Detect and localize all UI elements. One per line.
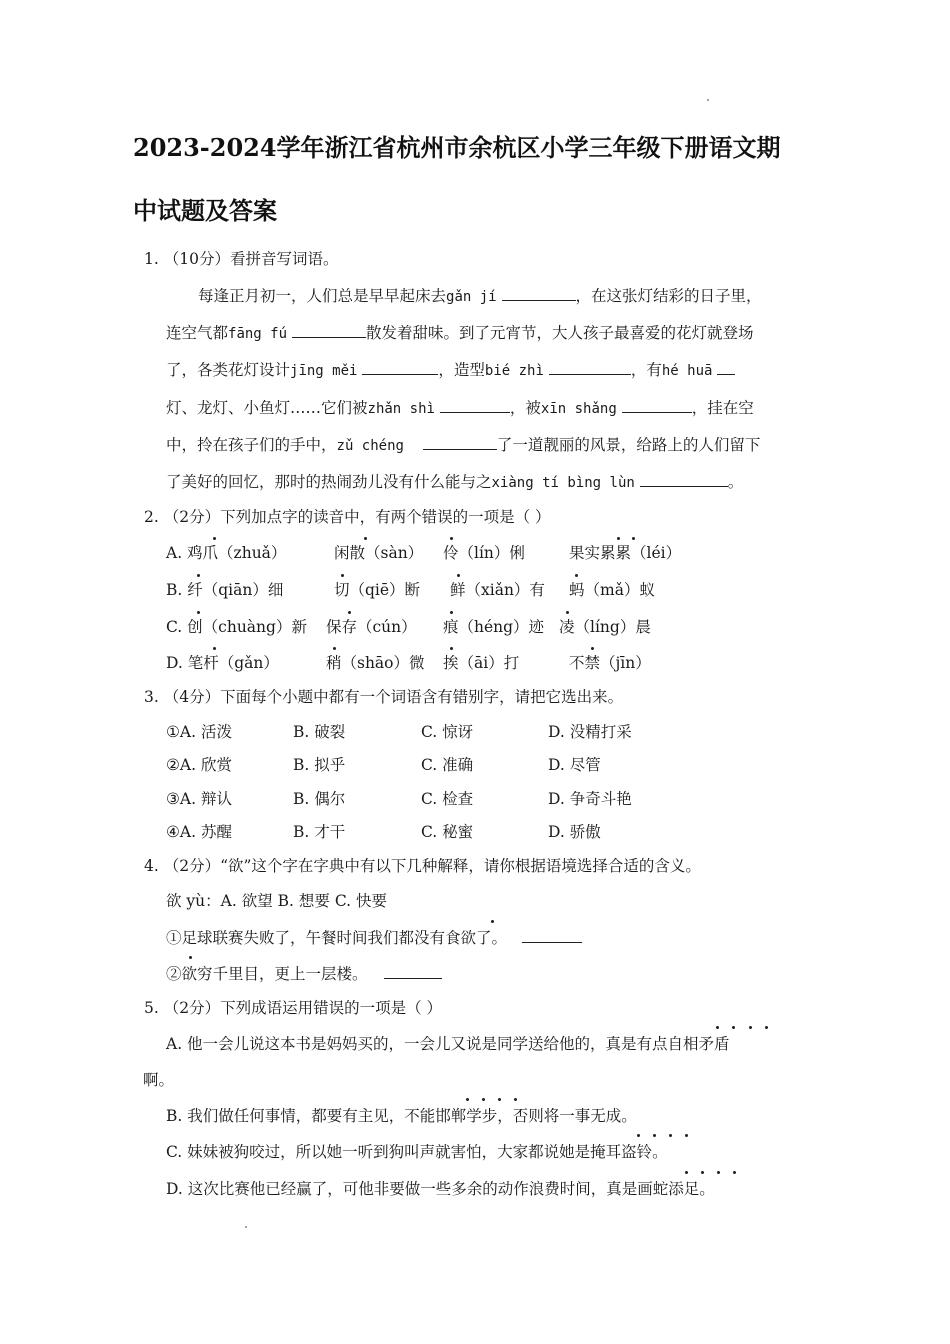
- q3-row3-a: ③A. 辩认: [166, 790, 232, 808]
- emphasis-dot: [348, 611, 351, 614]
- q1-line6: [166, 470, 743, 492]
- q2-option-d-item-2: 稍（shāo）微: [326, 654, 425, 672]
- q2-option-d-item-3: 挨（āi）打: [443, 654, 520, 672]
- q3-row4-c: C. 秘蜜: [421, 823, 474, 841]
- q1-text: ，挂在空: [691, 399, 754, 417]
- emphasis-dot: [364, 537, 367, 540]
- q1-pinyin-4: bié zhì: [484, 363, 544, 379]
- q2-option-b-item-4: 蚂（mǎ）蚁: [569, 581, 655, 599]
- emphasis-dot: [498, 1098, 501, 1101]
- q1-pinyin-3: jīng měi: [290, 363, 358, 379]
- q1-answer-blank-6[interactable]: [440, 398, 510, 413]
- q1-text: 了一道靓丽的风景，给路上的人们留下: [496, 436, 761, 454]
- q5-header: 5. （2分）下列成语运用错误的一项是（ ）: [144, 999, 443, 1017]
- q2-header: 2. （2分）下列加点字的读音中，有两个错误的一项是（ ）: [144, 508, 551, 526]
- scan-speck: [707, 99, 709, 101]
- emphasis-dot: [669, 1134, 672, 1137]
- q2-option-c-item-3: 痕（héng）迹: [443, 618, 545, 636]
- q2-option-a-item-2: 闲散（sàn）: [334, 544, 424, 562]
- q4-answer-blank-1[interactable]: [522, 928, 582, 943]
- q3-row3-c: C. 检查: [421, 790, 474, 808]
- q2-option-a-item-1: A. 鸡爪（zhuǎ）: [166, 544, 287, 562]
- q4-sentence-2-text: ②欲穷千里目，更上一层楼。: [166, 965, 368, 983]
- q1-answer-blank-9[interactable]: [640, 472, 728, 487]
- emphasis-dot: [341, 574, 344, 577]
- q2-option-c-item-2: 保存（cún）: [326, 618, 417, 636]
- emphasis-dot: [765, 1026, 768, 1029]
- q1-pinyin-7: xīn shǎng: [540, 401, 617, 417]
- q3-row1-b: B. 破裂: [293, 723, 346, 741]
- emphasis-dot: [450, 611, 453, 614]
- emphasis-dot: [482, 1098, 485, 1101]
- q1-pinyin-5: hé huā: [661, 363, 713, 379]
- emphasis-dot: [732, 1026, 735, 1029]
- q3-header: 3. （4分）下面每个小题中都有一个词语含有错别字，请把它选出来。: [144, 688, 624, 706]
- q5-option-b: B. 我们做任何事情，都要有主见，不能邯郸学步，否则将一事无成。: [166, 1107, 637, 1125]
- emphasis-dot: [197, 574, 200, 577]
- scan-speck: [245, 1226, 247, 1228]
- q5-option-a-cont: 啊。: [143, 1071, 175, 1089]
- q1-pinyin-1: gǎn jí: [446, 289, 497, 305]
- q1-text: ，有: [630, 361, 662, 379]
- emphasis-dot: [213, 647, 216, 650]
- q3-row2-b: B. 拟乎: [293, 756, 346, 774]
- q3-row3-b: B. 偶尔: [293, 790, 346, 808]
- q3-row2-c: C. 准确: [421, 756, 474, 774]
- document-title-line2: 中试题及答案: [133, 196, 277, 225]
- emphasis-dot: [213, 537, 216, 540]
- q2-option-a-item-4: 果实累累（léi）: [569, 544, 682, 562]
- emphasis-dot: [333, 647, 336, 650]
- q1-text: 每逢正月初一，人们总是早早起床去: [198, 287, 447, 305]
- emphasis-dot: [653, 1134, 656, 1137]
- q5-option-d: D. 这次比赛他已经赢了，可他非要做一些多余的动作浪费时间，真是画蛇添足。: [166, 1180, 715, 1198]
- q1-text: ，造型: [438, 361, 485, 379]
- q3-row2-a: ②A. 欣赏: [166, 756, 232, 774]
- q2-option-b-item-3: 鲜（xiǎn）有: [450, 581, 545, 599]
- q5-option-c: C. 妹妹被狗咬过，所以她一听到狗叫声就害怕，大家都说她是掩耳盗铃。: [166, 1143, 668, 1161]
- emphasis-dot: [566, 611, 569, 614]
- q2-option-a-item-3: 伶（lín）俐: [443, 544, 525, 562]
- emphasis-dot: [685, 1171, 688, 1174]
- q1-text: ，被: [509, 399, 541, 417]
- q3-row1-c: C. 惊讶: [421, 723, 474, 741]
- q1-text: 了美好的回忆，那时的热闹劲儿没有什么能与之: [166, 473, 492, 491]
- q1-pinyin-6: zhǎn shì: [367, 401, 435, 417]
- emphasis-dot: [617, 537, 620, 540]
- emphasis-dot: [733, 1171, 736, 1174]
- q3-row4-b: B. 才干: [293, 823, 346, 841]
- q2-option-b-item-2: 切（qiē）断: [334, 581, 421, 599]
- q4-sentence-1: [166, 926, 582, 948]
- emphasis-dot: [632, 537, 635, 540]
- q1-text: 中，拎在孩子们的手中，: [166, 436, 337, 454]
- q1-answer-blank-2[interactable]: [292, 323, 366, 338]
- q1-answer-blank-8[interactable]: [423, 435, 497, 450]
- q3-row2-d: D. 尽管: [548, 756, 601, 774]
- emphasis-dot: [575, 574, 578, 577]
- q4-sentence-2: [166, 962, 442, 984]
- emphasis-dot: [717, 1171, 720, 1174]
- q1-answer-blank-3[interactable]: [362, 360, 438, 375]
- q1-line3: [166, 358, 735, 380]
- q2-option-d-item-4: 不禁（jīn）: [569, 654, 651, 672]
- q4-header: 4. （2分）“欲”这个字在字典中有以下几种解释，请你根据语境选择合适的含义。: [144, 857, 701, 875]
- emphasis-dot: [450, 537, 453, 540]
- q2-option-c-item-4: 凌（líng）晨: [559, 618, 651, 636]
- emphasis-dot: [189, 956, 192, 959]
- q1-answer-blank-7[interactable]: [622, 398, 692, 413]
- q4-definition: 欲 yù：A. 欲望 B. 想要 C. 快要: [166, 892, 387, 910]
- q3-row1-a: ①A. 活泼: [166, 723, 232, 741]
- q1-line4: [166, 396, 754, 418]
- q3-row4-a: ④A. 苏醒: [166, 823, 232, 841]
- q1-text: 散发着甜味。到了元宵节，大人孩子最喜爱的花灯就登场: [365, 324, 754, 342]
- q3-row4-d: D. 骄傲: [548, 823, 601, 841]
- q1-text: 。: [727, 473, 744, 491]
- emphasis-dot: [591, 647, 594, 650]
- q4-answer-blank-2[interactable]: [384, 964, 442, 979]
- q1-text: 灯、龙灯、小鱼灯……它们被: [166, 399, 368, 417]
- q3-row1-d: D. 没精打采: [548, 723, 632, 741]
- emphasis-dot: [466, 1098, 469, 1101]
- q4-sentence-1-text: ①足球联赛失败了，午餐时间我们都没有食欲了。: [166, 929, 508, 947]
- q2-option-c-item-1: C. 创（chuàng）新: [166, 618, 307, 636]
- emphasis-dot: [457, 574, 460, 577]
- q1-header: 1. （10分）看拼音写词语。: [144, 250, 339, 268]
- emphasis-dot: [637, 1134, 640, 1137]
- emphasis-dot: [197, 611, 200, 614]
- q2-option-d-item-1: D. 笔杆（gǎn）: [166, 654, 279, 672]
- emphasis-dot: [450, 647, 453, 650]
- emphasis-dot: [749, 1026, 752, 1029]
- emphasis-dot: [716, 1026, 719, 1029]
- q1-answer-blank-4[interactable]: [549, 360, 631, 375]
- q1-line5: [166, 433, 760, 455]
- q1-answer-blank-1[interactable]: [502, 286, 576, 301]
- q3-row3-d: D. 争奇斗艳: [548, 790, 632, 808]
- q1-pinyin-8: zǔ chéng: [336, 438, 404, 454]
- q1-text: ，在这张灯结彩的日子里，: [575, 287, 762, 305]
- emphasis-dot: [685, 1134, 688, 1137]
- q1-pinyin-2: fāng fú: [228, 326, 288, 342]
- document-title-line1: 2023-2024学年浙江省杭州市余杭区小学三年级下册语文期: [133, 133, 781, 162]
- q1-answer-blank-5[interactable]: [717, 360, 735, 375]
- q1-text: 了，各类花灯设计: [166, 361, 291, 379]
- emphasis-dot: [491, 920, 494, 923]
- q2-option-b-item-1: B. 纤（qiān）细: [166, 581, 284, 599]
- q1-pinyin-9: xiàng tí bìng lùn: [491, 475, 635, 491]
- q1-line2: [166, 321, 753, 343]
- emphasis-dot: [701, 1171, 704, 1174]
- q1-line1: [198, 284, 762, 306]
- q5-option-a: A. 他一会儿说这本书是妈妈买的，一会儿又说是同学送给他的，真是有点自相矛盾: [166, 1035, 730, 1053]
- emphasis-dot: [514, 1098, 517, 1101]
- q1-text: 连空气都: [166, 324, 229, 342]
